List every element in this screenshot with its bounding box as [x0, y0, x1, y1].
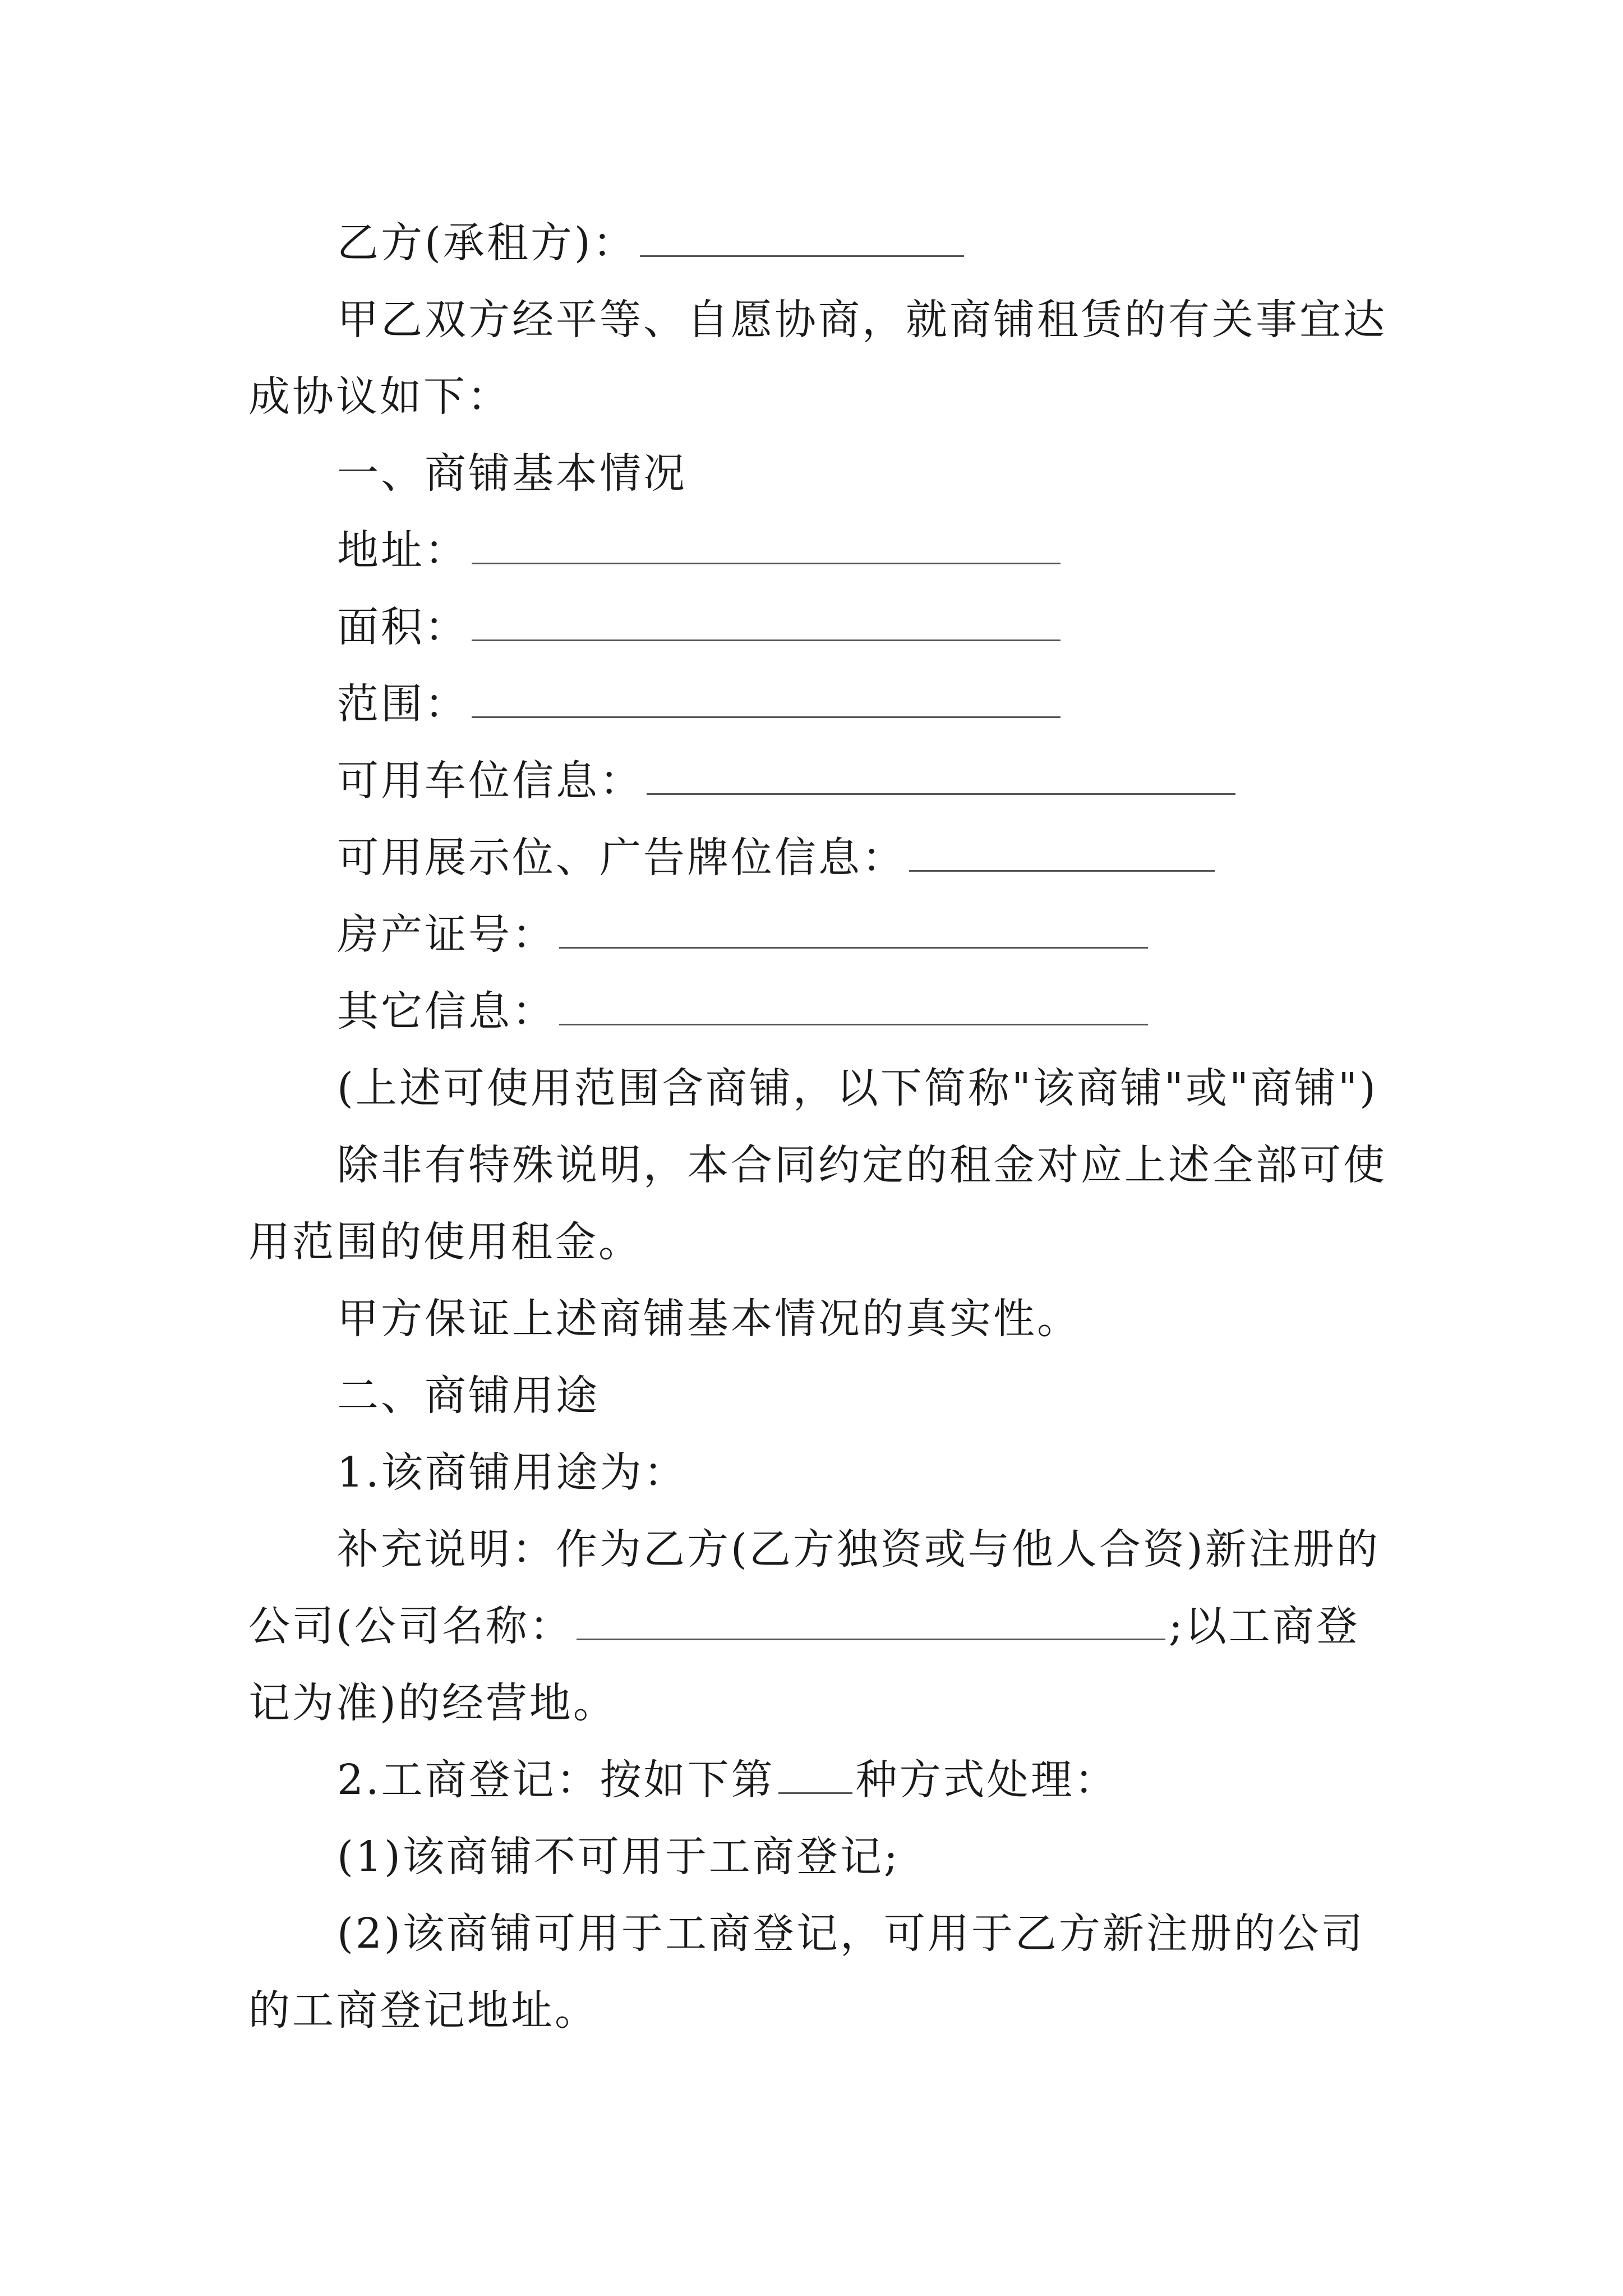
option-2-text-1: (2)该商铺可用于工商登记，可用于乙方新注册的公司: [337, 1910, 1365, 1958]
registration-line: [337, 1752, 1118, 1808]
rent-note-line-1: [337, 1137, 1387, 1193]
other-info-line: [337, 983, 1151, 1039]
scope-line: [337, 676, 1064, 732]
company-name-label: 公司(公司名称：: [248, 1602, 573, 1650]
section-1-heading: [337, 445, 687, 501]
rent-note-line-2: [248, 1214, 642, 1270]
section-2-heading: [337, 1368, 600, 1424]
address-label: 地址：: [337, 526, 468, 574]
intro-paragraph-line-1: [337, 292, 1387, 348]
option-1-line: [337, 1829, 900, 1885]
supplement-text-3: 记为准)的经营地。: [248, 1679, 617, 1727]
section-1-title: 一、商铺基本情况: [337, 449, 687, 498]
property-cert-label: 房产证号：: [337, 910, 556, 959]
option-2-line-2: [248, 1982, 598, 2039]
company-name-suffix: ;以工商登: [1168, 1602, 1360, 1650]
billboard-label: 可用展示位、广告牌位信息：: [337, 834, 906, 882]
company-name-blank: [577, 1605, 1165, 1640]
scope-blank: [472, 683, 1061, 718]
rent-note-text-1: 除非有特殊说明，本合同约定的租金对应上述全部可使: [337, 1141, 1387, 1189]
intro-paragraph-line-2: [248, 369, 511, 425]
usage-item-line: [337, 1444, 688, 1501]
intro-text-2: 成协议如下：: [248, 372, 511, 421]
section-2-title: 二、商铺用途: [337, 1372, 600, 1420]
other-info-blank: [559, 990, 1148, 1025]
address-line: [337, 522, 1064, 578]
rent-note-text-2: 用范围的使用租金。: [248, 1218, 642, 1266]
intro-text-1: 甲乙双方经平等、自愿协商，就商铺租赁的有关事宜达: [337, 296, 1387, 344]
supplement-line-1: [337, 1521, 1380, 1577]
registration-label: 2.工商登记：按如下第: [337, 1756, 775, 1804]
scope-note-line: [337, 1060, 1378, 1116]
parking-label: 可用车位信息：: [337, 757, 643, 805]
parking-line: [337, 753, 1239, 809]
option-2-line-1: [337, 1906, 1365, 1962]
area-blank: [472, 606, 1061, 641]
scope-note-text: (上述可使用范围含商铺，以下简称"该商铺"或"商铺"): [337, 1064, 1378, 1112]
option-1-text: (1)该商铺不可用于工商登记;: [337, 1833, 900, 1881]
other-info-label: 其它信息：: [337, 987, 556, 1036]
guarantee-text: 甲方保证上述商铺基本情况的真实性。: [337, 1295, 1081, 1343]
registration-suffix: 种方式处理：: [855, 1756, 1118, 1804]
billboard-blank: [909, 836, 1215, 872]
party-b-line: [337, 215, 967, 271]
company-name-line: [248, 1598, 1360, 1654]
address-blank: [472, 529, 1061, 564]
option-2-text-2: 的工商登记地址。: [248, 1986, 598, 2035]
usage-item-text: 1.该商铺用途为：: [337, 1448, 688, 1497]
area-label: 面积：: [337, 603, 468, 651]
guarantee-line: [337, 1291, 1081, 1347]
supplement-line-3: [248, 1675, 617, 1731]
parking-blank: [647, 760, 1235, 795]
scope-label: 范围：: [337, 680, 468, 728]
billboard-line: [337, 830, 1218, 886]
registration-choice-blank: [778, 1759, 852, 1794]
area-line: [337, 599, 1064, 655]
property-cert-line: [337, 907, 1151, 963]
property-cert-blank: [559, 913, 1148, 949]
party-b-label: 乙方(承租方)：: [337, 219, 637, 267]
supplement-text-1: 补充说明：作为乙方(乙方独资或与他人合资)新注册的: [337, 1525, 1380, 1573]
party-b-blank: [640, 222, 964, 257]
